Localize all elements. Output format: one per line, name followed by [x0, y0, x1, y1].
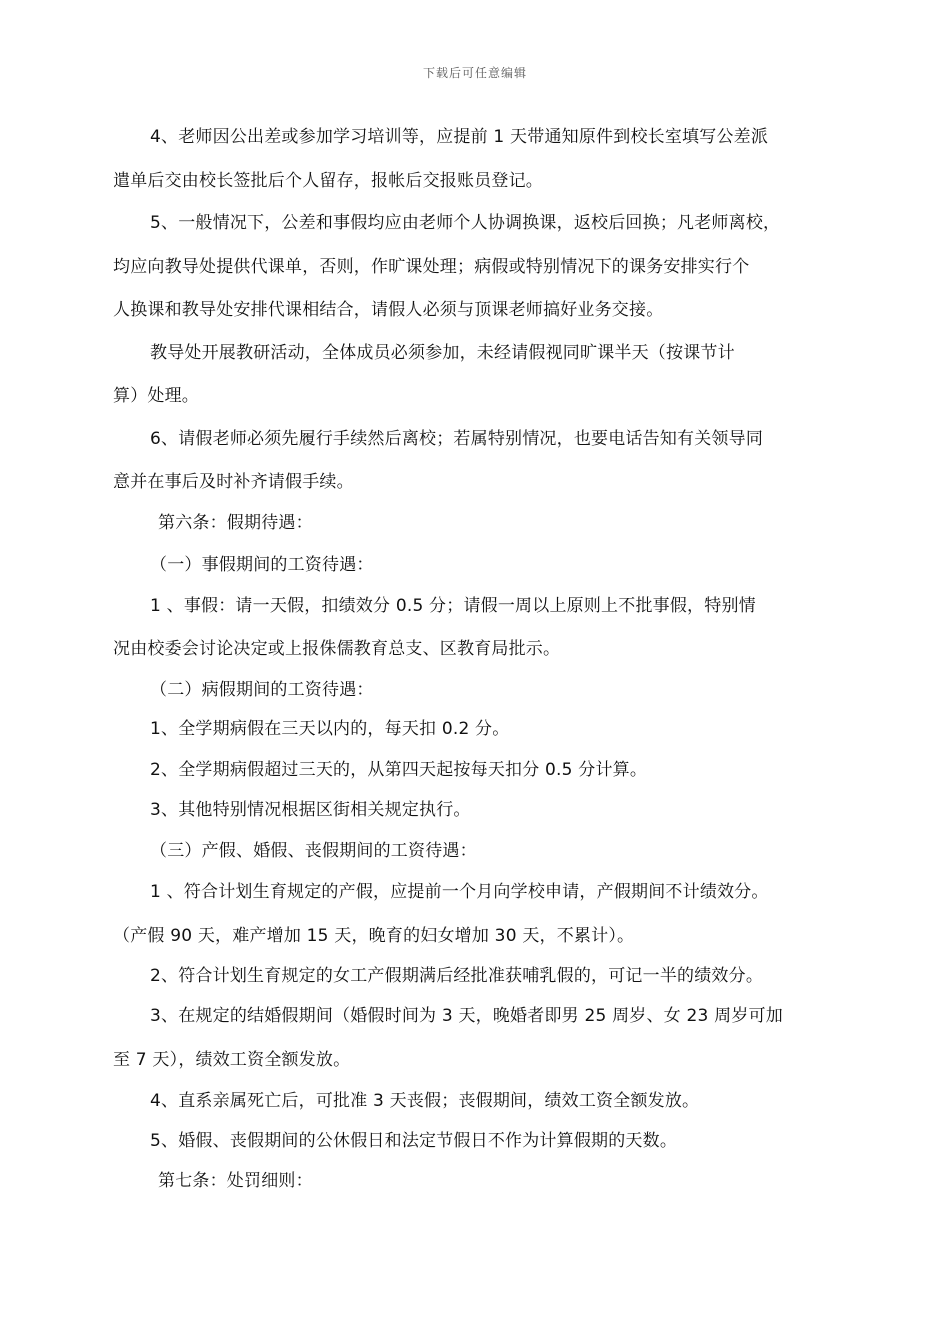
- text-line: 遣单后交由校长签批后个人留存，报帐后交报账员登记。: [113, 171, 543, 191]
- text-line: 意并在事后及时补齐请假手续。: [113, 472, 354, 492]
- text-line: 4、直系亲属死亡后，可批准 3 天丧假；丧假期间，绩效工资全额发放。: [150, 1091, 700, 1111]
- text-line: 1、全学期病假在三天以内的，每天扣 0.2 分。: [150, 719, 510, 739]
- text-line: 3、在规定的结婚假期间（婚假时间为 3 天，晚婚者即男 25 周岁、女 23 周岁可加: [150, 1006, 783, 1026]
- text-line: 2、全学期病假超过三天的，从第四天起按每天扣分 0.5 分计算。: [150, 760, 648, 780]
- text-line: 均应向教导处提供代课单，否则，作旷课处理；病假或特别情况下的课务安排实行个: [113, 257, 750, 277]
- text-line: 5、一般情况下，公差和事假均应由老师个人协调换课，返校后回换；凡老师离校，: [150, 213, 781, 233]
- text-line: 1 、事假：请一天假，扣绩效分 0.5 分；请假一周以上原则上不批事假，特别情: [150, 596, 756, 616]
- text-line: 5、婚假、丧假期间的公休假日和法定节假日不作为计算假期的天数。: [150, 1131, 678, 1151]
- text-line: 至 7 天），绩效工资全额发放。: [113, 1050, 351, 1070]
- text-line: 1 、符合计划生育规定的产假，应提前一个月向学校申请，产假期间不计绩效分。: [150, 882, 769, 902]
- text-line: 况由校委会讨论决定或上报侏儒教育总支、区教育局批示。: [113, 639, 561, 659]
- subsection-heading: （三）产假、婚假、丧假期间的工资待遇：: [150, 841, 477, 861]
- page-header: 下载后可任意编辑: [422, 66, 527, 80]
- text-line: 人换课和教导处安排代课相结合，请假人必须与顶课老师搞好业务交接。: [113, 300, 664, 320]
- text-line: 教导处开展教研活动，全体成员必须参加，未经请假视同旷课半天（按课节计: [150, 343, 735, 363]
- section-heading: 第七条：处罚细则：: [158, 1171, 313, 1191]
- text-line: 4、老师因公出差或参加学习培训等，应提前 1 天带通知原件到校长室填写公差派: [150, 127, 769, 147]
- text-line: （产假 90 天，难产增加 15 天，晚育的妇女增加 30 天，不累计）。: [113, 926, 635, 946]
- subsection-heading: （二）病假期间的工资待遇：: [150, 680, 374, 700]
- section-heading: 第六条：假期待遇：: [158, 513, 313, 533]
- text-line: 6、请假老师必须先履行手续然后离校；若属特别情况，也要电话告知有关领导同: [150, 429, 764, 449]
- text-line: 算）处理。: [113, 386, 199, 406]
- text-line: 2、符合计划生育规定的女工产假期满后经批准获哺乳假的，可记一半的绩效分。: [150, 966, 764, 986]
- text-line: 3、其他特别情况根据区街相关规定执行。: [150, 800, 471, 820]
- subsection-heading: （一）事假期间的工资待遇：: [150, 555, 374, 575]
